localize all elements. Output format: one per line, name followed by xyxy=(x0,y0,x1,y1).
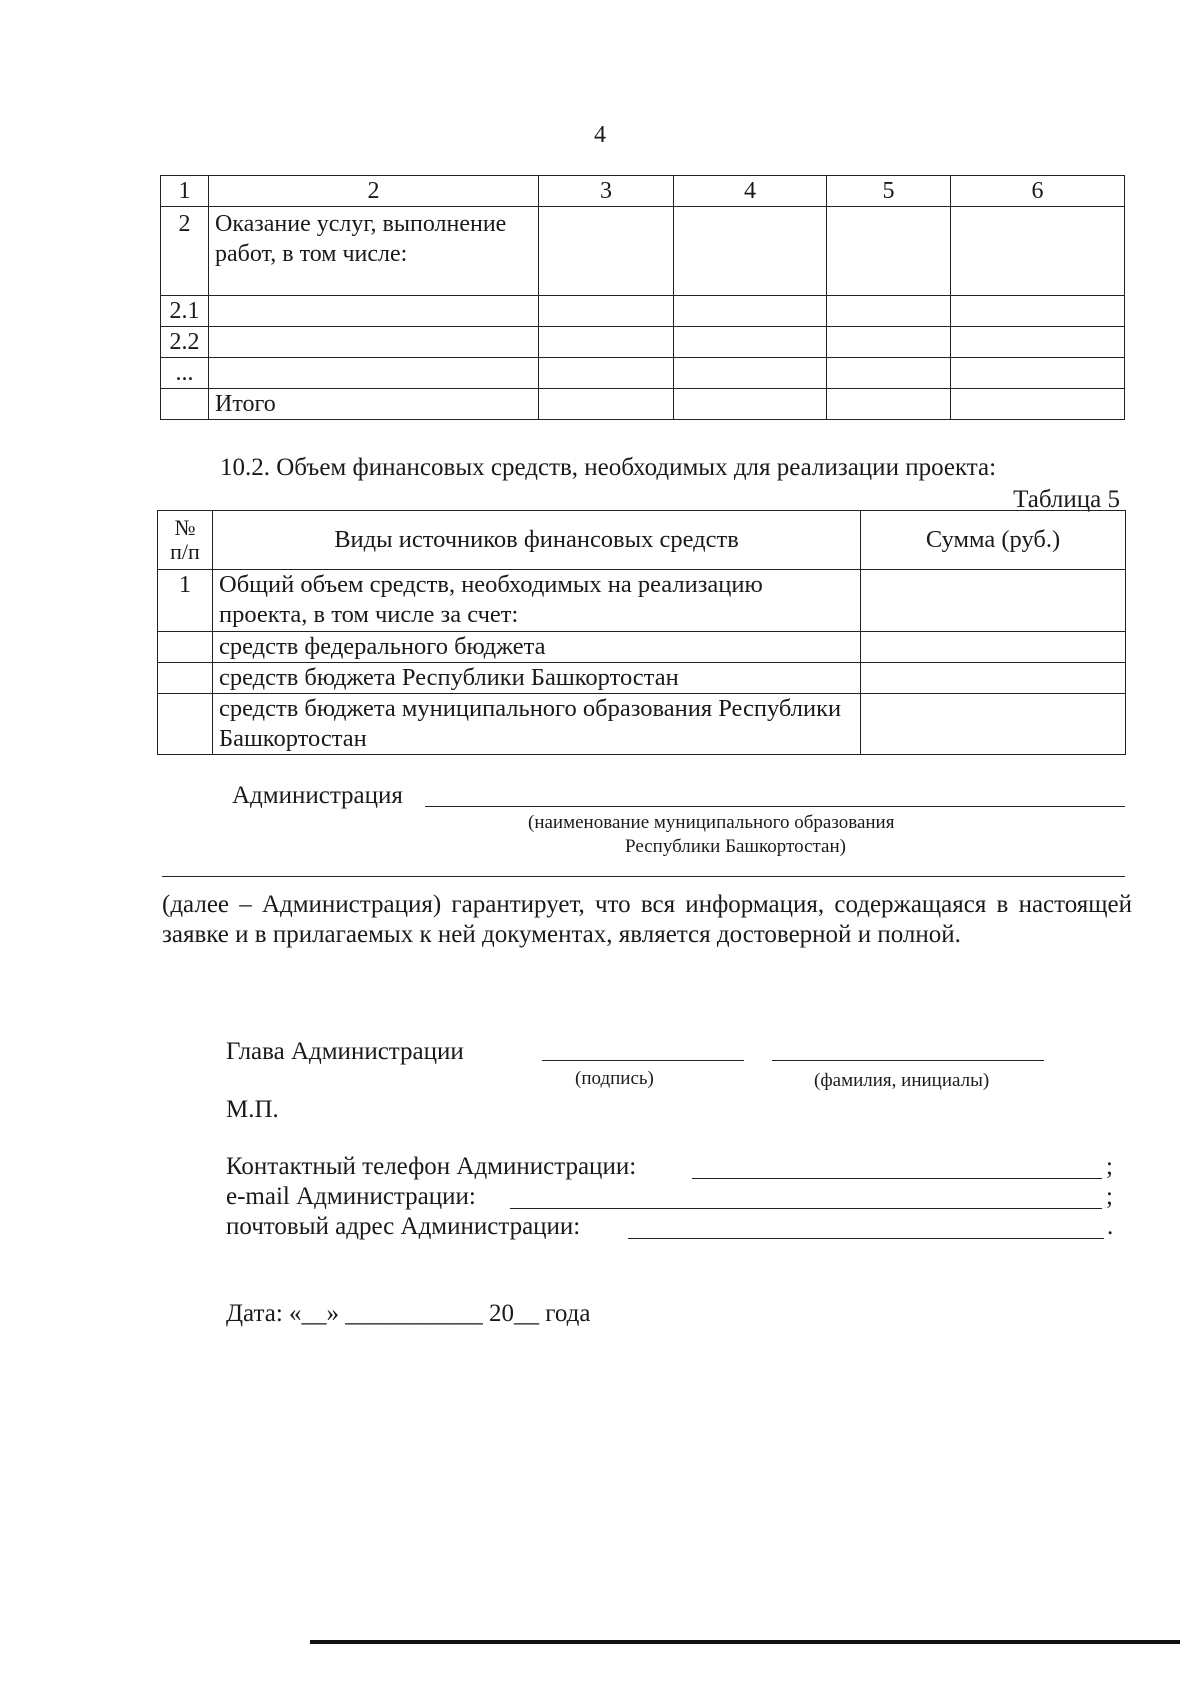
cell xyxy=(827,207,951,296)
cell xyxy=(951,296,1125,327)
table-row xyxy=(158,663,1126,694)
guarantee-paragraph: (далее – Администрация) гарантирует, что вся информация, содержащаяся в настоящей заявке и в прилагаемых к ней документах, является достоверной и полной. xyxy=(162,891,1132,948)
cell xyxy=(951,358,1125,389)
col-header: 1 xyxy=(161,176,209,207)
col-header: 6 xyxy=(951,176,1125,207)
cell xyxy=(827,327,951,358)
semicolon: ; xyxy=(1106,1153,1113,1180)
name-field[interactable] xyxy=(772,1060,1044,1061)
col-header: 3 xyxy=(539,176,674,207)
section-heading: 10.2. Объем финансовых средств, необходимых для реализации проекта: xyxy=(220,454,997,481)
cell xyxy=(674,296,827,327)
page-number: 4 xyxy=(594,122,606,148)
cell xyxy=(539,296,674,327)
row-text: средств бюджета Республики Башкортостан xyxy=(213,663,861,694)
administration-note-line2: Республики Башкортостан) xyxy=(625,836,846,857)
row-text: средств федерального бюджета xyxy=(213,632,861,663)
col-header: 4 xyxy=(674,176,827,207)
row-text: средств бюджета муниципального образования Республики Башкортостан xyxy=(213,694,861,755)
row-number: 2.2 xyxy=(161,327,209,358)
administration-note-line1: (наименование муниципального образования xyxy=(528,812,895,833)
row-number: ... xyxy=(161,358,209,389)
cell xyxy=(539,327,674,358)
sum-cell xyxy=(861,663,1126,694)
sum-cell xyxy=(861,570,1126,632)
date-field[interactable]: Дата: «__» ___________ 20__ года xyxy=(226,1300,591,1327)
postal-field[interactable] xyxy=(628,1238,1104,1239)
period: . xyxy=(1107,1213,1114,1240)
name-note: (фамилия, инициалы) xyxy=(814,1070,990,1091)
cell xyxy=(827,358,951,389)
signature-field[interactable] xyxy=(542,1060,744,1061)
table-header-row xyxy=(161,176,1125,207)
cell xyxy=(827,296,951,327)
bottom-rule xyxy=(310,1640,1180,1644)
contact-phone-field[interactable] xyxy=(692,1178,1102,1179)
cell xyxy=(674,327,827,358)
semicolon: ; xyxy=(1106,1183,1113,1210)
funding-sources-table xyxy=(157,510,1126,755)
table-row xyxy=(161,358,1125,389)
row-name xyxy=(209,358,539,389)
table-row xyxy=(161,327,1125,358)
table-row xyxy=(158,632,1126,663)
cell xyxy=(827,389,951,420)
row-number xyxy=(158,632,213,663)
cell xyxy=(951,207,1125,296)
head-label: Глава Администрации xyxy=(226,1038,464,1065)
table-caption: Таблица 5 xyxy=(1013,486,1120,513)
cell xyxy=(539,389,674,420)
row-number xyxy=(158,694,213,755)
row-number: 2 xyxy=(161,207,209,296)
table-row xyxy=(158,694,1126,755)
sum-cell xyxy=(861,632,1126,663)
row-name: Итого xyxy=(209,389,539,420)
continuation-table xyxy=(160,175,1125,420)
signature-note: (подпись) xyxy=(575,1068,654,1089)
row-number: 1 xyxy=(158,570,213,632)
col-header: 2 xyxy=(209,176,539,207)
row-number xyxy=(161,389,209,420)
table-row xyxy=(161,207,1125,296)
stamp-label: М.П. xyxy=(226,1096,279,1123)
cell xyxy=(951,327,1125,358)
row-name xyxy=(209,327,539,358)
row-text: Общий объем средств, необходимых на реализацию проекта, в том числе за счет: xyxy=(213,570,861,632)
col-header-sum: Сумма (руб.) xyxy=(861,511,1126,570)
cell xyxy=(674,389,827,420)
administration-name-field-continued[interactable] xyxy=(162,876,1125,877)
table-row xyxy=(161,296,1125,327)
cell xyxy=(539,207,674,296)
administration-label: Администрация xyxy=(232,782,403,809)
row-name: Оказание услуг, выполнение работ, в том числе: xyxy=(209,207,539,296)
table-row-total xyxy=(161,389,1125,420)
row-name xyxy=(209,296,539,327)
table-header-row xyxy=(158,511,1126,570)
email-label: e-mail Администрации: xyxy=(226,1183,476,1210)
col-header-number: № п/п xyxy=(158,511,213,570)
sum-cell xyxy=(861,694,1126,755)
row-number xyxy=(158,663,213,694)
row-number: 2.1 xyxy=(161,296,209,327)
contact-phone-label: Контактный телефон Администрации: xyxy=(226,1153,637,1180)
col-header-sources: Виды источников финансовых средств xyxy=(213,511,861,570)
col-header: 5 xyxy=(827,176,951,207)
cell xyxy=(951,389,1125,420)
email-field[interactable] xyxy=(510,1208,1102,1209)
table-row xyxy=(158,570,1126,632)
postal-label: почтовый адрес Администрации: xyxy=(226,1213,581,1240)
cell xyxy=(674,358,827,389)
cell xyxy=(674,207,827,296)
cell xyxy=(539,358,674,389)
administration-name-field[interactable] xyxy=(425,806,1125,807)
